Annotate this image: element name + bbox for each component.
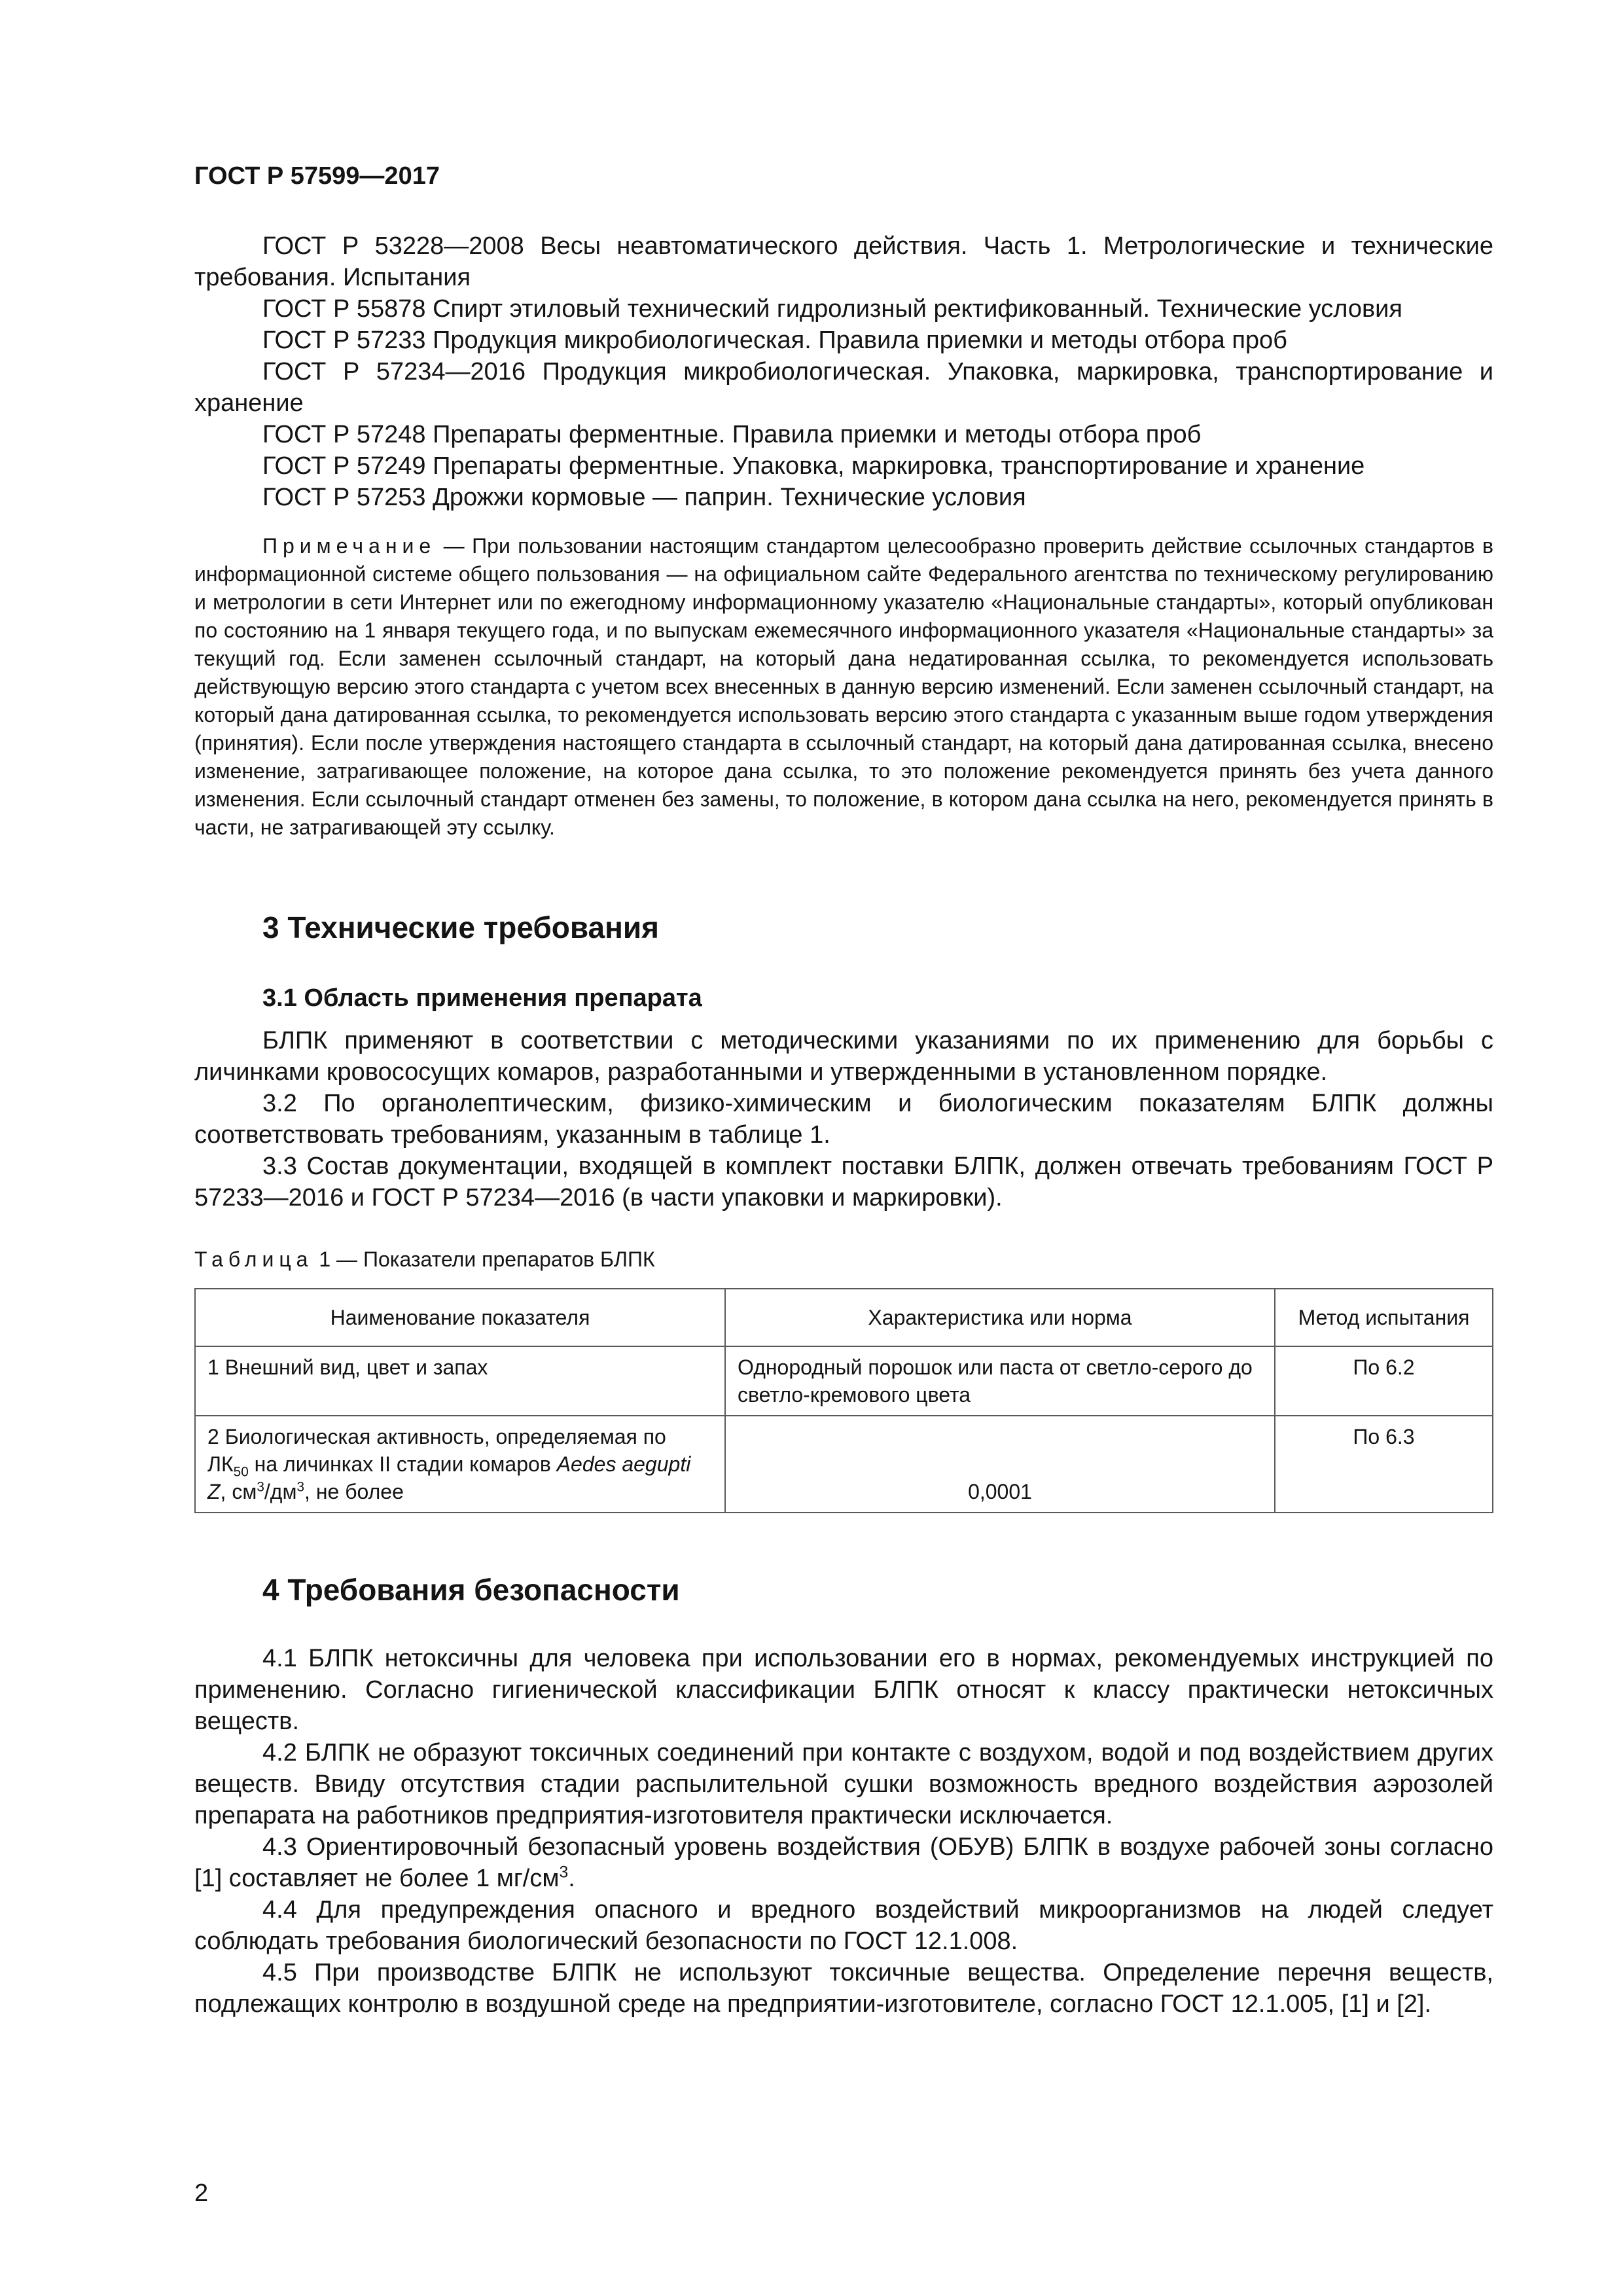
section-4-title: 4 Требования безопасности bbox=[262, 1573, 680, 1607]
cell-name-part: /дм bbox=[264, 1480, 297, 1503]
cell-method: По 6.2 bbox=[1275, 1346, 1493, 1416]
paragraph-4-1: 4.1 БЛПК нетоксичны для человека при использовании его в нормах, рекомендуемых инструкцией по применению. Согласно гигиенической классификации БЛПК относят к классу практически нетоксичных веществ. bbox=[194, 1645, 1493, 1735]
paragraph-4-4: 4.4 Для предупреждения опасного и вредного воздействий микроорганизмов на людей следует соблюдать требования биологический безопасности по ГОСТ 12.1.008. bbox=[194, 1896, 1493, 1955]
section-3-title: 3 Технические требования bbox=[262, 910, 659, 944]
paragraph-3-1: БЛПК применяют в соответствии с методическими указаниями по их применению для борьбы с личинками кровососущих комаров, разработанными и утвержденными в установленном порядке. bbox=[194, 1027, 1493, 1086]
cell-name-part: , см bbox=[220, 1480, 257, 1503]
paragraph-4-3-text: 4.3 Ориентировочный безопасный уровень воздействия (ОБУВ) БЛПК в воздухе рабочей зоны согласно [1] составляет не более 1 мг/см bbox=[194, 1833, 1493, 1892]
cell-name-part: на личинках II стадии комаров bbox=[248, 1452, 557, 1476]
reference-item: ГОСТ Р 57233 Продукция микробиологическая. Правила приемки и методы отбора проб bbox=[262, 327, 1287, 354]
cell-name-species: Aedes aegupti Z bbox=[207, 1452, 691, 1503]
header-cell-method: Метод испытания bbox=[1275, 1289, 1493, 1346]
paragraph-3-2: 3.2 По органолептическим, физико-химическим и биологическим показателям БЛПК должны соответствовать требованиям, указанным в таблице 1. bbox=[194, 1090, 1493, 1149]
cell-norm: Однородный порошок или паста от светло-серого до светло-кремового цвета bbox=[725, 1346, 1275, 1416]
reference-item: ГОСТ Р 57248 Препараты ферментные. Правила приемки и методы отбора проб bbox=[262, 421, 1202, 448]
header-cell-norm: Характеристика или норма bbox=[725, 1289, 1275, 1346]
reference-item: ГОСТ Р 57249 Препараты ферментные. Упаковка, маркировка, транспортирование и хранение bbox=[262, 452, 1365, 480]
header-cell-name: Наименование показателя bbox=[195, 1289, 725, 1346]
doc-header-code: ГОСТ Р 57599—2017 bbox=[194, 162, 440, 190]
paragraph-4-3 bbox=[194, 1831, 1493, 1894]
table-header-row bbox=[195, 1289, 1493, 1346]
reference-item: ГОСТ Р 53228—2008 Весы неавтоматического действия. Часть 1. Метрологические и технические требования. Испытания bbox=[194, 232, 1493, 291]
paragraph-4-3-end: . bbox=[568, 1865, 575, 1892]
table-row bbox=[195, 1346, 1493, 1416]
table-row bbox=[195, 1416, 1493, 1513]
cell-name-superscript: 3 bbox=[296, 1479, 305, 1495]
indicators-table bbox=[194, 1288, 1493, 1513]
table-caption-label: Таблица bbox=[194, 1247, 313, 1271]
cell-name-superscript: 3 bbox=[257, 1479, 264, 1495]
paragraph-4-5: 4.5 При производстве БЛПК не используют токсичные вещества. Определение перечня веществ, подлежащих контролю в воздушной среде на предприятии-изготовителе, согласно ГОСТ 12.1.005, [1] и [2]. bbox=[194, 1959, 1493, 2018]
paragraph-4-2: 4.2 БЛПК не образуют токсичных соединений при контакте с воздухом, водой и под воздействием других веществ. Ввиду отсутствия стадии распылительной сушки возможность вредного воздействия аэрозолей препарата на работников предприятия-изготовителя практически исключается. bbox=[194, 1739, 1493, 1829]
cell-name-part: 2 Биологическая активность, определяемая по ЛК bbox=[207, 1425, 666, 1476]
cell-method: По 6.3 bbox=[1275, 1416, 1493, 1513]
reference-item: ГОСТ Р 57253 Дрожжи кормовые — паприн. Технические условия bbox=[262, 484, 1026, 511]
cell-name-part: , не более bbox=[304, 1480, 404, 1503]
table-caption bbox=[194, 1247, 655, 1272]
paragraph-4-3-superscript: 3 bbox=[559, 1863, 569, 1882]
subsection-3-1-title: 3.1 Область применения препарата bbox=[262, 984, 702, 1012]
reference-item: ГОСТ Р 57234—2016 Продукция микробиологическая. Упаковка, маркировка, транспортирование и хранение bbox=[194, 358, 1493, 417]
cell-name bbox=[195, 1416, 725, 1513]
paragraph-3-3: 3.3 Состав документации, входящей в комплект поставки БЛПК, должен отвечать требованиям ГОСТ Р 57233—2016 и ГОСТ Р 57234—2016 (в части упаковки и маркировки). bbox=[194, 1153, 1493, 1211]
cell-name: 1 Внешний вид, цвет и запах bbox=[195, 1346, 725, 1416]
note-paragraph bbox=[194, 532, 1493, 842]
cell-norm: 0,0001 bbox=[725, 1416, 1275, 1513]
note-text: — При пользовании настоящим стандартом целесообразно проверить действие ссылочных стандартов в информационной системе общего пользования — на официальном сайте Федерального агентства по техническому регулированию и метрологии в сети Интернет или по ежегодному информационному указателю «Национальные стандарты», который опубликован по состоянию на 1 января текущего года, и по выпускам ежемесячного информационного указателя «Национальные стандарты» за текущий год. Если заменен ссылочный стандарт, на который дана недатированная ссылка, то рекомендуется использовать действующую версию этого стандарта с учетом всех внесенных в данную версию изменений. Если заменен ссылочный стандарт, на который дана датированная ссылка, то рекомендуется использовать версию этого стандарта с указанным выше годом утверждения (принятия). Если после утверждения настоящего стандарта в ссылочный стандарт, на который дана датированная ссылка, внесено изменение, затрагивающее положение, на которое дана ссылка, то это положение рекомендуется принять без учета данного изменения. Если ссылочный стандарт отменен без замены, то положение, в котором дана ссылка на него, рекомендуется принять в части, не затрагивающей эту ссылку. bbox=[194, 534, 1493, 839]
note-label: Примечание bbox=[262, 534, 437, 558]
table-caption-text: 1 — Показатели препаратов БЛПК bbox=[313, 1247, 655, 1271]
cell-name-subscript: 50 bbox=[233, 1464, 249, 1480]
page-number: 2 bbox=[194, 2179, 209, 2207]
reference-item: ГОСТ Р 55878 Спирт этиловый технический гидролизный ректификованный. Технические условия bbox=[262, 295, 1402, 323]
